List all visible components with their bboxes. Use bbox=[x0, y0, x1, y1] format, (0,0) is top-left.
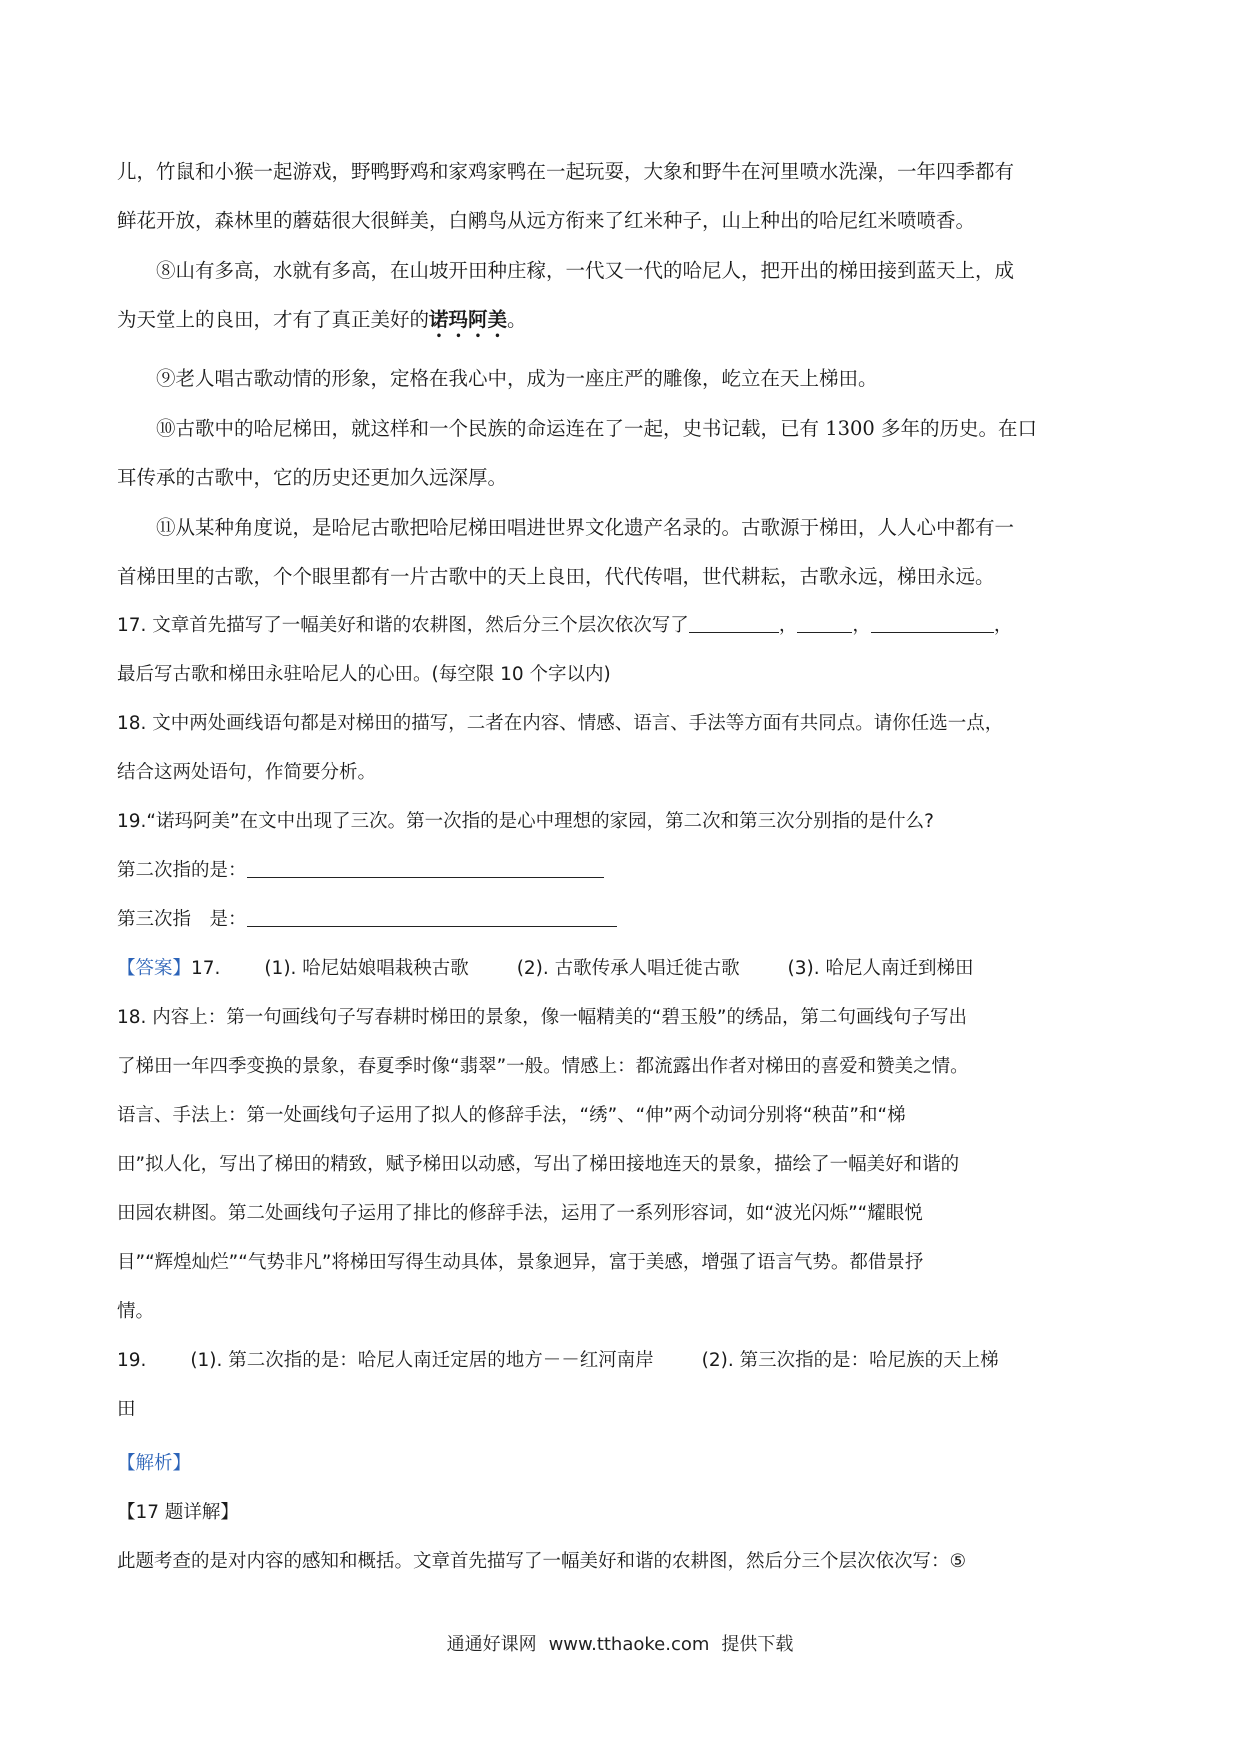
separator: ， bbox=[852, 615, 871, 636]
question-label: 第二次指的是： bbox=[117, 860, 247, 881]
passage-line: 首梯田里的古歌，个个眼里都有一片古歌中的天上良田，代代传唱，世代耕耘，古歌永远，梯田永远。 bbox=[117, 565, 995, 588]
answer-line: 田园农耕图。第二处画线句子运用了排比的修辞手法，运用了一系列形容词，如“波光闪烁”“耀眼悦 bbox=[117, 1203, 923, 1224]
answer-number: 19. bbox=[117, 1350, 147, 1371]
answer-blank[interactable] bbox=[797, 612, 852, 633]
question-19-second bbox=[117, 857, 1127, 884]
passage-text: 为天堂上的良田，才有了真正美好的 bbox=[117, 308, 430, 331]
analysis-label: 【解析】 bbox=[117, 1453, 192, 1474]
paragraph-11: ⑪从某种角度说，是哈尼古歌把哈尼梯田唱进世界文化遗产名录的。古歌源于梯田，人人心中都有一 bbox=[156, 516, 1015, 539]
separator: ， bbox=[993, 615, 1013, 636]
answer-number: 17. bbox=[191, 958, 221, 979]
passage-text: 。 bbox=[507, 308, 527, 331]
question-18: 18. 文中两处画线语句都是对梯田的描写，二者在内容、情感、语言、手法等方面有共同点。请你任选一点， bbox=[117, 713, 1004, 734]
passage-line: 儿，竹鼠和小猴一起游戏，野鸭野鸡和家鸡家鸭在一起玩耍，大象和野牛在河里喷水洗澡，一年四季都有 bbox=[117, 160, 1015, 183]
page-footer bbox=[0, 1630, 1240, 1656]
answer-line: 目”“辉煌灿烂”“气势非凡”将梯田写得生动具体，景象迥异，富于美感，增强了语言气势。都借景抒 bbox=[117, 1252, 924, 1273]
detail-text: 此题考查的是对内容的感知和概括。文章首先描写了一幅美好和谐的农耕图，然后分三个层次依次写：⑤ bbox=[117, 1551, 967, 1572]
footer-note: 提供下载 bbox=[721, 1634, 794, 1655]
question-17 bbox=[117, 612, 1127, 639]
answer-item: (1). 哈尼姑娘唱栽秧古歌 bbox=[264, 958, 469, 979]
question-label: 第三次指 是： bbox=[117, 909, 247, 930]
paragraph-8: ⑧山有多高，水就有多高，在山坡开田种庄稼，一代又一代的哈尼人，把开出的梯田接到蓝天上，成 bbox=[156, 259, 1015, 282]
question-text: 17. 文章首先描写了一幅美好和谐的农耕图，然后分三个层次依次写了 bbox=[117, 615, 689, 636]
answer-item: (2). 第三次指的是：哈尼族的天上梯 bbox=[701, 1350, 999, 1371]
answer-line: 情。 bbox=[117, 1301, 155, 1322]
passage-line bbox=[117, 306, 1127, 342]
answer-line: 田”拟人化，写出了梯田的精致，赋予梯田以动感，写出了梯田接地连天的景象，描绘了一幅美好和谐的 bbox=[117, 1154, 960, 1175]
passage-line: 鲜花开放，森林里的蘑菇很大很鲜美，白鹇鸟从远方衔来了红米种子，山上种出的哈尼红米喷喷香。 bbox=[117, 209, 976, 232]
answer-blank[interactable] bbox=[689, 612, 779, 633]
question-19: 19.“诺玛阿美”在文中出现了三次。第一次指的是心中理想的家园，第二次和第三次分别指的是什么? bbox=[117, 811, 934, 832]
answer-blank[interactable] bbox=[247, 857, 604, 878]
paragraph-10: ⑩古歌中的哈尼梯田，就这样和一个民族的命运连在了一起，史书记载，已有 1300 多年的历史。在口 bbox=[156, 417, 1038, 440]
question-line: 最后写古歌和梯田永驻哈尼人的心田。(每空限 10 个字以内) bbox=[117, 664, 611, 685]
emphasized-term: 诺玛阿美 bbox=[429, 308, 508, 331]
answer-item: (3). 哈尼人南迁到梯田 bbox=[787, 958, 974, 979]
paragraph-9: ⑨老人唱古歌动情的形象，定格在我心中，成为一座庄严的雕像，屹立在天上梯田。 bbox=[156, 367, 878, 390]
answer-item: (1). 第二次指的是：哈尼人南迁定居的地方－－红河南岸 bbox=[190, 1350, 654, 1371]
footer-site: 通通好课网 bbox=[446, 1634, 537, 1655]
answer-item: (2). 古歌传承人唱迁徙古歌 bbox=[516, 958, 740, 979]
answer-19 bbox=[117, 1347, 1127, 1374]
footer-url[interactable]: www.tthaoke.com bbox=[548, 1634, 710, 1655]
answer-line: 语言、手法上：第一处画线句子运用了拟人的修辞手法，“绣”、“伸”两个动词分别将“秧苗”和“梯 bbox=[117, 1105, 906, 1126]
answer-18: 18. 内容上：第一句画线句子写春耕时梯田的景象，像一幅精美的“碧玉般”的绣品，第二句画线句子写出 bbox=[117, 1007, 967, 1028]
document-body bbox=[117, 158, 1127, 1575]
answer-tag: 【答案】 bbox=[117, 958, 192, 979]
answer-line: 了梯田一年四季变换的景象，春夏季时像“翡翠”一般。情感上：都流露出作者对梯田的喜爱和赞美之情。 bbox=[117, 1056, 969, 1077]
question-line: 结合这两处语句，作简要分析。 bbox=[117, 762, 377, 783]
detail-title: 【17 题详解】 bbox=[117, 1502, 239, 1523]
question-19-third bbox=[117, 906, 1127, 933]
passage-line: 耳传承的古歌中，它的历史还更加久远深厚。 bbox=[117, 466, 508, 489]
separator: ， bbox=[778, 615, 798, 636]
answer-blank[interactable] bbox=[247, 906, 617, 927]
answer-17 bbox=[117, 955, 1127, 982]
analysis-tag bbox=[117, 1450, 1127, 1477]
answer-blank[interactable] bbox=[871, 612, 994, 633]
answer-line: 田 bbox=[117, 1399, 136, 1420]
